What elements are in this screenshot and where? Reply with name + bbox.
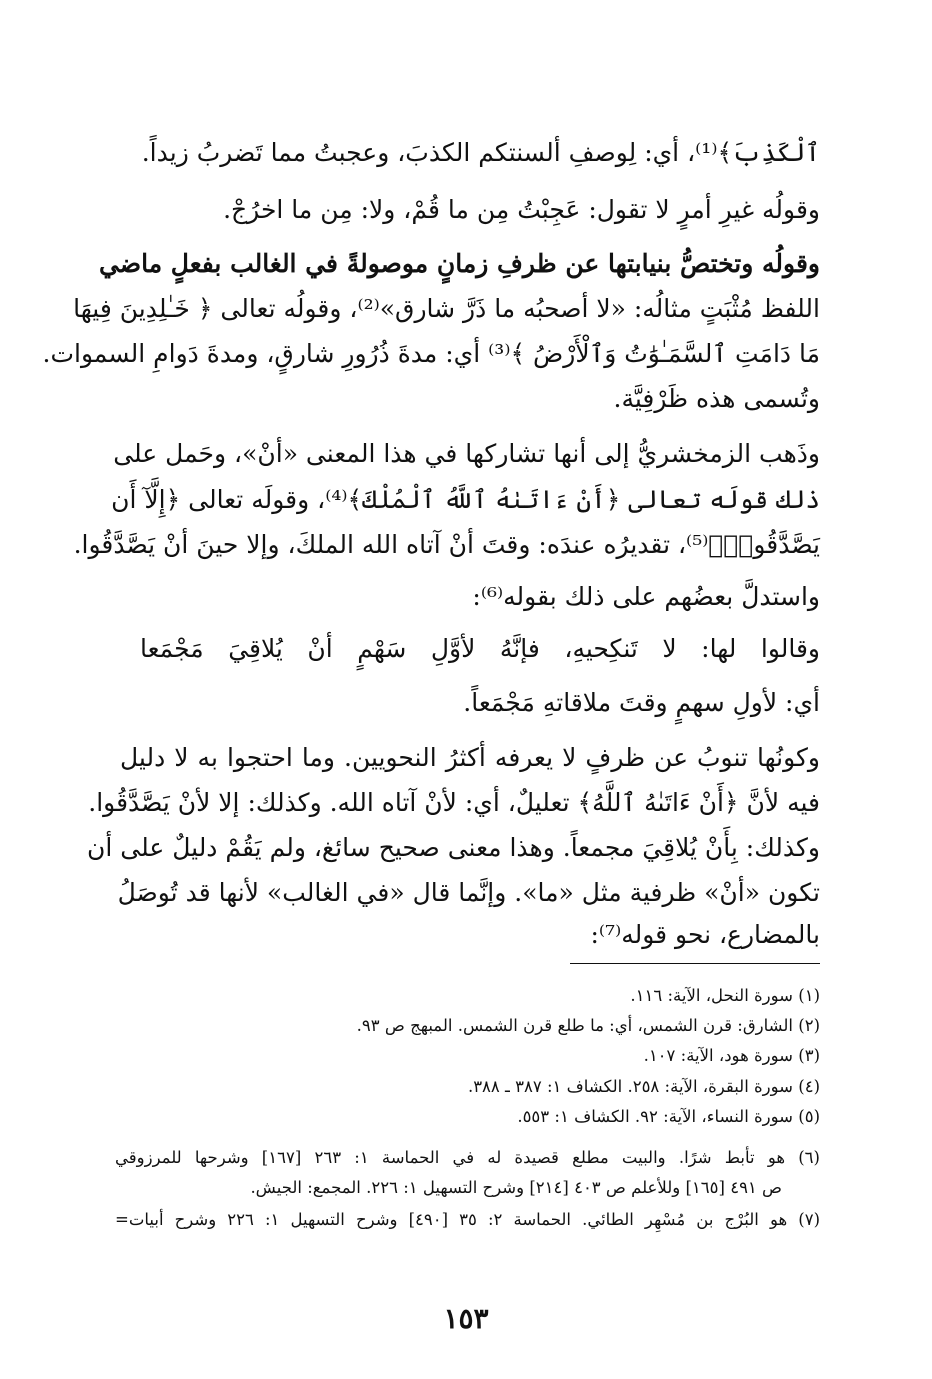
text-line: وذَهب الزمخشريُّ إلى أنها تشاركها في هذا المعنى «أنْ»، وحَمل على bbox=[113, 439, 820, 468]
page-number: ١٥٣ bbox=[443, 1302, 489, 1335]
text-line: وقالوا لها: لا تَنكِحيهِ، فإنَّهُ لأوَّلِ سَهْمٍ أنْ يُلاقِيَ مَجْمَعا bbox=[140, 634, 820, 663]
text-line: مَا دَامَتِ ٱلسَّمَـٰوَٰتُ وَٱلْأَرْضُ ﴾⁽³⁾ أي: مدةَ ذُرُورِ شارقٍ، ومدةَ دَوامِ السموات. bbox=[42, 339, 820, 368]
text-line: فيه لأنَّ ﴿أَنْ ءَاتَىٰهُ ٱللَّهُ﴾ تعليلٌ، أي: لأنْ آتاه الله. وكذلك: إلا لأنْ يَصَّدَّقُوا. bbox=[88, 788, 820, 817]
text-line: ٱلْكَذِبَ﴾⁽¹⁾، أي: لِوصفِ ألسنتكم الكذبَ، وعجبتُ مما تَضربُ زيداً. bbox=[141, 138, 820, 167]
footnote-line: (٦) هو تأبط شرًا. والبيت مطلع قصيدة له في الحماسة ١: ٢٦٣ [١٦٧] وشرحها للمرزوقي bbox=[115, 1148, 820, 1167]
text-line: وكونُها تنوبُ عن ظرفٍ لا يعرفه أكثرُ النحويين. وما احتجوا به لا دليل bbox=[120, 743, 820, 772]
text-line: يَصَّدَّقُوا۟﴾⁽⁵⁾، تقديرُه عندَه: وقتَ أنْ آتاه الله الملكَ، وإلا حينَ أنْ يَصَّدَّقُوا. bbox=[73, 530, 820, 559]
footnote-line: (٤) سورة البقرة، الآية: ٢٥٨. الكشاف ١: ٣٨٧ ـ ٣٨٨. bbox=[467, 1077, 820, 1096]
footnote-line: (٢) الشارق: قرن الشمس، أي: ما طلع قرن الشمس. المبهج ص ٩٣. bbox=[356, 1016, 820, 1035]
text-line: ذلك قولَه تعالى ﴿أَنْ ءَاتَىٰهُ ٱللَّهُ ٱلْمُلْكَ﴾⁽⁴⁾، وقولَه تعالى ﴿إِلَّآ أَن bbox=[111, 485, 820, 514]
footnote-line: (١) سورة النحل، الآية: ١١٦. bbox=[630, 986, 820, 1005]
text-line: وكذلك: بِأَنْ يُلاقِيَ مجمعاً. وهذا معنى صحيح سائغ، ولم يَقُمْ دليلٌ على أن bbox=[86, 833, 820, 862]
text-line: واستدلَّ بعضُهم على ذلك بقوله⁽⁶⁾: bbox=[472, 582, 820, 611]
footnote-line: ص ٤٩١ [١٦٥] وللأعلم ص ٤٠٣ [٢١٤] وشرح التسهيل ١: ٢٢٦. المجمع: الجيش. bbox=[250, 1178, 782, 1197]
footnote-line: (٣) سورة هود، الآية: ١٠٧. bbox=[643, 1046, 820, 1065]
text-line: وتُسمى هذه ظَرْفِيَّة. bbox=[613, 384, 820, 413]
footnote-line: (٧) هو البُرْج بن مُسْهِر الطائي. الحماسة ٢: ٣٥ [٤٩٠] وشرح التسهيل ١: ٢٢٦ وشرح أبيات= bbox=[115, 1210, 821, 1229]
text-line: وقولُه غيرِ أمرٍ لا تقول: عَجِبْتُ مِن ما قُمْ، ولا: مِن ما اخرُجْ. bbox=[223, 195, 820, 224]
footnote-line: (٥) سورة النساء، الآية: ٩٢. الكشاف ١: ٥٥٣. bbox=[517, 1107, 820, 1126]
text-line: اللفظ مُثْبَتٍ مثالُه: «لا أصحبُه ما ذَرَّ شارق»⁽²⁾، وقولُه تعالى ﴿ خَـٰلِدِينَ فِيهَا bbox=[73, 294, 820, 323]
footnote-separator bbox=[570, 963, 820, 964]
text-line: أي: لأولِ سهمٍ وقتَ ملاقاتهِ مَجْمَعاً. bbox=[463, 688, 820, 717]
text-line: بالمضارع، نحو قوله⁽⁷⁾: bbox=[590, 920, 820, 949]
text-line: تكون «أنْ» ظرفية مثل «ما». وإنَّما قال «في الغالب» لأنها قد تُوصَلُ bbox=[117, 878, 820, 907]
text-line: وقولُه وتختصُّ بنيابتها عن ظرفِ زمانٍ موصولةً في الغالب بفعلٍ ماضي bbox=[99, 249, 820, 278]
